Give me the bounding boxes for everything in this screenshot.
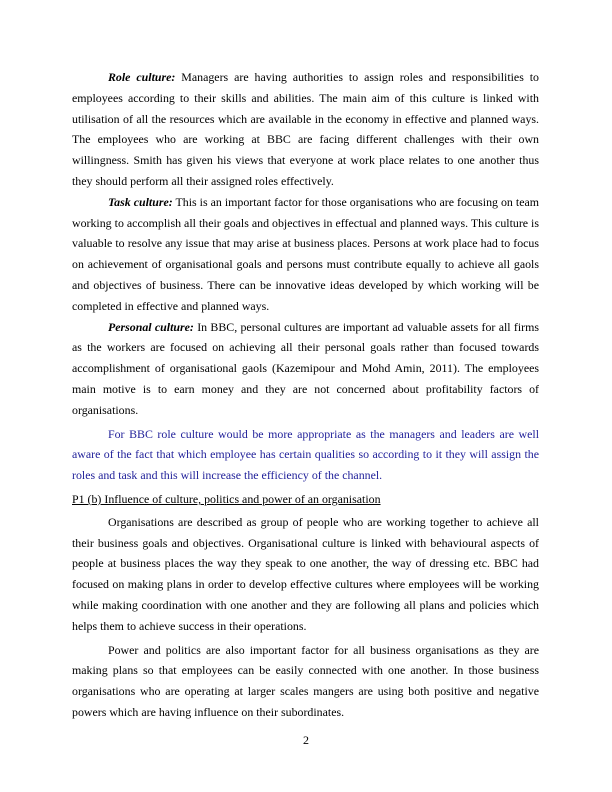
task-culture-paragraph: [72, 192, 539, 317]
personal-culture-text: In BBC, personal cultures are important ad valuable assets for all firms as the workers are focused on achieving all their personal goals rather than focused towards accomplishment of organisational gaols (Kazemipour and Mohd Amin, 2011). The employees main motive is to earn money and they are not concerned about profitability factors of organisations.: [72, 319, 539, 417]
task-culture-term: Task culture:: [108, 194, 173, 209]
section-heading: P1 (b) Influence of culture, politics and power of an organisation: [72, 491, 381, 506]
role-culture-paragraph: [72, 67, 539, 192]
personal-culture-term: Personal culture:: [108, 319, 194, 334]
power-politics-paragraph: Power and politics are also important factor for all business organisations as they are making plans so that employees can be easily connected with one another. In those business organisations who are operating at larger scales mangers are using both positive and negative powers which are having influence on their subordinates.: [72, 642, 539, 719]
role-culture-text: Managers are having authorities to assign roles and responsibilities to employees according to their skills and abilities. The main aim of this culture is linked with utilisation of all the resources which are available in the economy in effective and planned ways. The employees who are working at BBC are facing different challenges with their own willingness. Smith has given his views that everyone at work place relates to one another thus they should perform all their assigned roles effectively.: [72, 70, 540, 188]
organisations-paragraph: Organisations are described as group of people who are working together to achieve all their business goals and objectives. Organisational culture is linked with behavioural aspects of people at business places the way they speak to one another, the way of dressing etc. BBC had focused on making plans in order to develop effective cultures where employees will be working while making coordination with one another and they are following all plans and policies which helps them to achieve success in their operations.: [72, 514, 539, 633]
page-number: 2: [303, 733, 309, 747]
task-culture-text: This is an important factor for those organisations who are focusing on team working to accomplish all their goals and objectives in effectual and planned ways. This culture is valuable to resolve any issue that may arise at business places. Persons at work place had to focus on achievement of organisational goals and persons must contribute equally to achieve all gaols and objectives of business. There can be innovative ideas developed by which working will be completed in effective and planned ways.: [72, 194, 540, 313]
role-culture-term: Role culture:: [108, 70, 176, 84]
conclusion-paragraph: For BBC role culture would be more appropriate as the managers and leaders are well aware of the fact that which employee has certain qualities so according to it they will assign the roles and task and this will increase the efficiency of the channel.: [72, 426, 539, 483]
document-page: [72, 67, 539, 723]
personal-culture-paragraph: [72, 317, 539, 421]
